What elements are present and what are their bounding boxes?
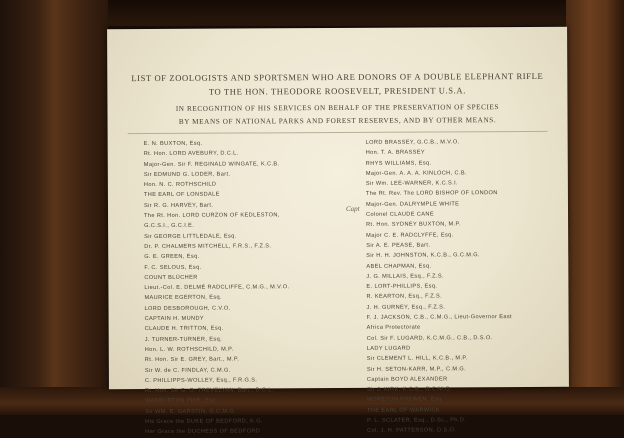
donor-name: J. G. MILLAIS, Esq., F.Z.S. <box>366 273 445 280</box>
framed-document <box>107 27 569 436</box>
donor-name: Rt. Hon. LORD AVEBURY, D.C.L. <box>143 150 239 158</box>
donor-name: LADY LUGARD <box>366 345 411 352</box>
document-subtitle-line-2: BY MEANS OF NATIONAL PARKS AND FOREST RESERVES, AND BY OTHER MEANS. <box>178 116 497 126</box>
donor-name: LORD BRASSEY, G.C.B., M.V.O. <box>365 139 460 146</box>
donor-name: Sir WM. E. GARSTIN, G.C.M.G. <box>145 408 237 415</box>
donor-name: Sir A. E. PEASE, Bart. <box>366 242 431 249</box>
donor-name: Sir J. KIRK, K.C.B., G.C.M.G. <box>366 386 452 393</box>
donor-name: Hon. T. A. BRASSEY <box>365 149 426 157</box>
wooden-frame-left <box>0 0 108 415</box>
divider-rule <box>128 131 548 134</box>
donor-name: P. L. SCLATER, Esq., D.Sc., Ph.D. <box>367 417 467 424</box>
donor-name: Sir EDMUND G. LODER, Bart. <box>143 171 231 178</box>
donor-name: R. KEARTON, Esq., F.Z.S. <box>366 293 443 301</box>
donor-name: E. N. BUXTON, Esq. <box>143 140 203 148</box>
donor-name: Sir Wm. LEE-WARNER, K.C.S.I. <box>365 180 458 188</box>
donor-name: The Rt. Rev. The LORD BISHOP OF LONDON <box>365 190 498 198</box>
donor-list-right <box>366 137 558 437</box>
donor-name: C. PHILLIPPS-WOLLEY, Esq., F.R.G.S. <box>144 377 258 384</box>
donor-name: Hon. L. W. ROTHSCHILD, M.P. <box>144 346 234 353</box>
donor-name: Major C. E. RADCLYFFE, Esq. <box>366 232 454 239</box>
donor-name: WARBURTON PIKE, Esq. <box>144 398 218 405</box>
donor-name: Sir H. H. JOHNSTON, K.C.B., G.C.M.G. <box>366 252 481 260</box>
donor-name: Major-Gen. A. A. A. KINLOCH, C.B. <box>365 170 468 177</box>
donor-name: COUNT BLÜCHER <box>144 274 198 281</box>
donor-name: Col. Sir F. LUGARD, K.C.M.G., C.B., D.S.O. <box>366 334 493 342</box>
donor-name: Sir H. SETON-KARR, M.P., C.M.G. <box>366 365 467 373</box>
donor-name: E. LORT-PHILLIPS, Esq. <box>366 283 438 291</box>
document-subtitle-line-1: IN RECOGNITION OF HIS SERVICES ON BEHALF OF THE PRESERVATION OF SPECIES <box>175 103 500 113</box>
donor-name: THE EARL OF WARWICK <box>367 407 441 414</box>
donor-name: Sir CLEMENT L. HILL, K.C.B., M.P. <box>366 355 468 363</box>
donor-name: F. J. JACKSON, C.B., C.M.G., Lieut-Governor East <box>366 314 512 321</box>
donor-name: Sir W. de C. FINDLAY, C.M.G. <box>144 367 231 374</box>
donor-name: J. TURNER-TURNER, Esq. <box>144 336 223 343</box>
donor-name: Rt. Hon. SYDNEY BUXTON, M.P. <box>366 221 461 229</box>
document-title-line-1: LIST OF ZOOLOGISTS AND SPORTSMEN WHO ARE DONORS OF A DOUBLE ELEPHANT RIFLE <box>131 70 544 84</box>
donor-name: Lieut.-Col. E. DELMÉ RADCLIFFE, C.M.G., M.V.O. <box>144 284 290 292</box>
donor-name: Sir R. G. HARVEY, Bart. <box>143 202 214 209</box>
donor-name: F. C. SELOUS, Esq. <box>144 264 202 271</box>
donor-name: Rt. Hon. Sir E. GREY, Bart., M.P. <box>144 356 240 364</box>
donor-name: MAURICE EGERTON, Esq. <box>144 295 223 302</box>
donor-name: CLAUDE H. TRITTON, Esq. <box>144 325 224 333</box>
donor-name: G. E. GREEN, Esq. <box>144 253 200 261</box>
donor-name: Colonel CLAUDE CANE <box>366 211 434 218</box>
wooden-frame-right <box>566 0 624 415</box>
donor-name: LORD DESBOROUGH, C.V.O. <box>144 305 231 312</box>
donor-name: Africa Protectorate <box>366 324 421 332</box>
donor-name: Major-Gen. DALRYMPLE WHITE <box>365 201 460 208</box>
donor-name: MORETON FREWEN, Esq. <box>366 396 444 404</box>
donor-name: His Grace the DUKE OF BEDFORD, K.G. <box>145 418 263 426</box>
donor-name: Hon. N. C. ROTHSCHILD <box>143 181 217 189</box>
donor-name: Sir GEORGE LITTLEDALE, Esq. <box>144 233 237 240</box>
donor-name: Her Grace the DUCHESS OF BEDFORD <box>145 428 261 436</box>
donor-name: Rt. Hon. Sir G. O. TREVELYAN, Bart., D.C.L. <box>144 387 274 395</box>
donor-name: The Rt. Hon. LORD CURZON OF KEDLESTON, <box>144 212 280 220</box>
donor-name: ABEL CHAPMAN, Esq. <box>366 263 432 270</box>
donor-name: J. H. GURNEY, Esq., F.Z.S. <box>366 304 446 311</box>
handwritten-note: Capt <box>345 204 360 213</box>
donor-name: G.C.S.I., G.C.I.E. <box>144 223 195 230</box>
donor-name: RHYS WILLIAMS, Esq. <box>365 160 432 167</box>
donor-list-left <box>144 138 346 438</box>
donor-name: THE EARL OF LONSDALE <box>143 192 220 199</box>
donor-name: Col. J. H. PATTERSON, D.S.O. <box>367 427 457 435</box>
donor-name: Dr. P. CHALMERS MITCHELL, F.R.S., F.Z.S. <box>144 243 272 250</box>
donor-name: Major-Gen. Sir F. REGINALD WINGATE, K.C.B. <box>143 160 280 168</box>
document-title-line-2: TO THE HON. THEODORE ROOSEVELT, PRESIDENT U.S.A. <box>208 85 466 97</box>
donor-name: CAPTAIN H. MUNDY <box>144 315 205 323</box>
donor-name: Captain BOYD ALEXANDER <box>366 376 448 383</box>
